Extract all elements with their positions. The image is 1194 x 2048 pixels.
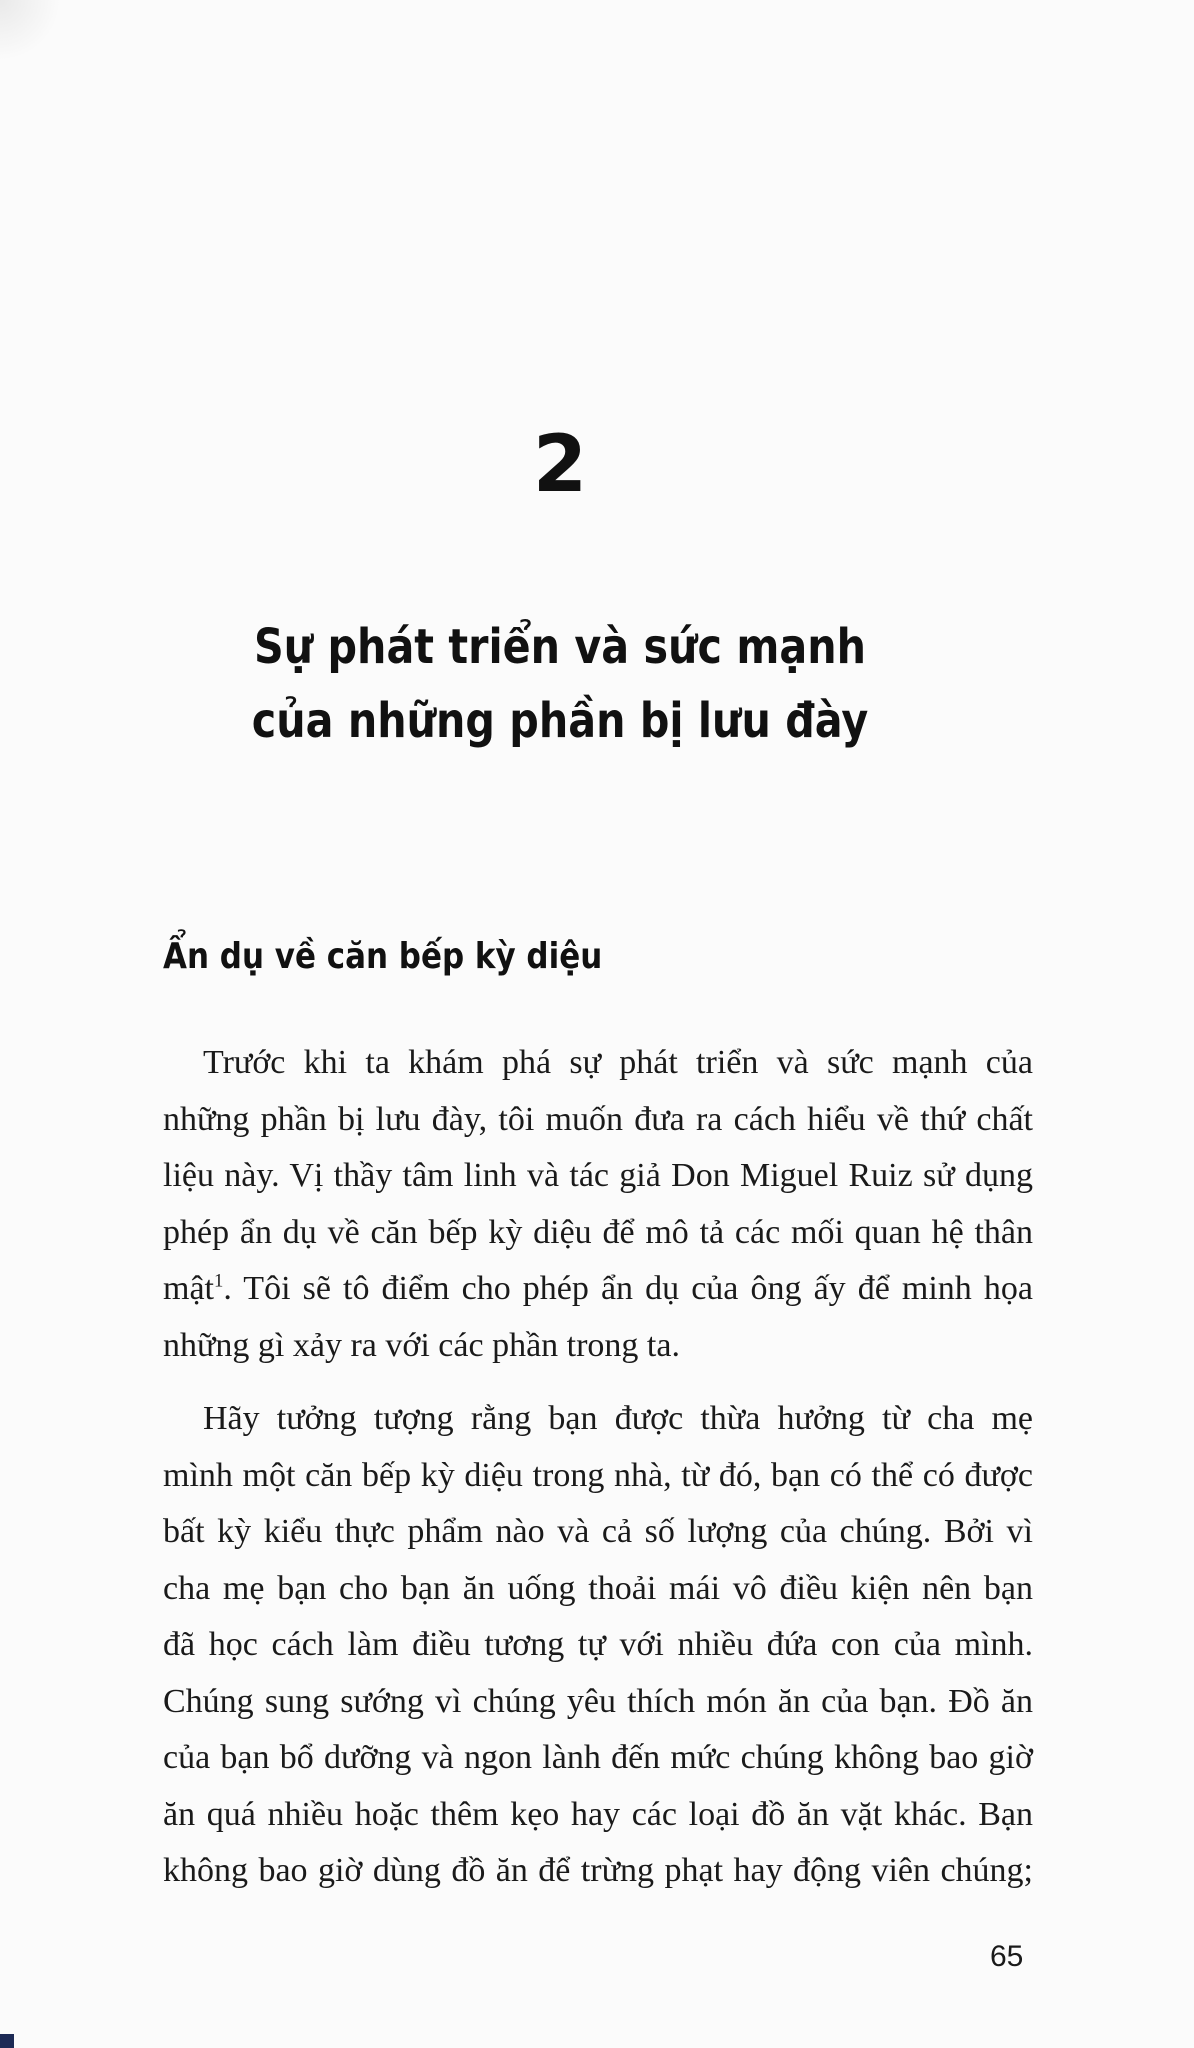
paragraph-line: những gì xảy ra với các phần trong ta.	[163, 1326, 680, 1364]
page-number: 65	[990, 1940, 1024, 1973]
paragraph-line-with-footnote	[163, 1261, 1033, 1318]
paragraph-line: cha mẹ bạn cho bạn ăn uống thoải mái vô điều kiện nên bạn	[163, 1569, 1033, 1607]
page-corner-shadow	[0, 0, 60, 60]
paragraph-line: Hãy tưởng tượng rằng bạn được thừa hưởng từ cha mẹ	[203, 1400, 1033, 1437]
paragraph-line: phép ẩn dụ về căn bếp kỳ diệu để mô tả các mối quan hệ thân	[163, 1213, 1033, 1251]
paragraph-line: liệu này. Vị thầy tâm linh và tác giả Don Miguel Ruiz sử dụng	[163, 1157, 1033, 1194]
paragraph-line: Chúng sung sướng vì chúng yêu thích món ăn của bạn. Đồ ăn	[163, 1682, 1033, 1720]
chapter-title-line-2: của những phần bị lưu đày	[251, 693, 869, 749]
line-text: . Tôi sẽ tô điểm cho phép ẩn dụ của ông ấy để minh họa	[223, 1270, 1033, 1307]
chapter-title	[78, 610, 1041, 758]
footnote-marker[interactable]: 1	[213, 1270, 224, 1292]
line-text: mật	[163, 1270, 214, 1307]
paragraph-line: ăn quá nhiều hoặc thêm kẹo hay các loại đồ ăn vặt khác. Bạn	[163, 1795, 1033, 1833]
paragraph-line: bất kỳ kiểu thực phẩm nào và cả số lượng của chúng. Bởi vì	[163, 1513, 1033, 1550]
paragraph-line: Trước khi ta khám phá sự phát triển và sức mạnh của	[203, 1044, 1033, 1081]
paragraph-line: những phần bị lưu đày, tôi muốn đưa ra cách hiểu về thứ chất	[163, 1100, 1033, 1138]
chapter-number: 2	[532, 420, 588, 510]
paragraph-1	[163, 1035, 1033, 1374]
paragraph-line: không bao giờ dùng đồ ăn để trừng phạt hay động viên chúng;	[163, 1852, 1033, 1889]
paragraph-line: của bạn bổ dưỡng và ngon lành đến mức chúng không bao giờ	[163, 1739, 1033, 1776]
chapter-title-line-1: Sự phát triển và sức mạnh	[254, 619, 866, 675]
paragraph-line: mình một căn bếp kỳ diệu trong nhà, từ đó, bạn có thể có được	[163, 1456, 1033, 1494]
paragraph-line: đã học cách làm điều tương tự với nhiều đứa con của mình.	[163, 1626, 1033, 1663]
corner-mark	[0, 2034, 14, 2048]
section-heading: Ẩn dụ về căn bếp kỳ diệu	[163, 936, 603, 977]
paragraph-2	[163, 1391, 1033, 1900]
